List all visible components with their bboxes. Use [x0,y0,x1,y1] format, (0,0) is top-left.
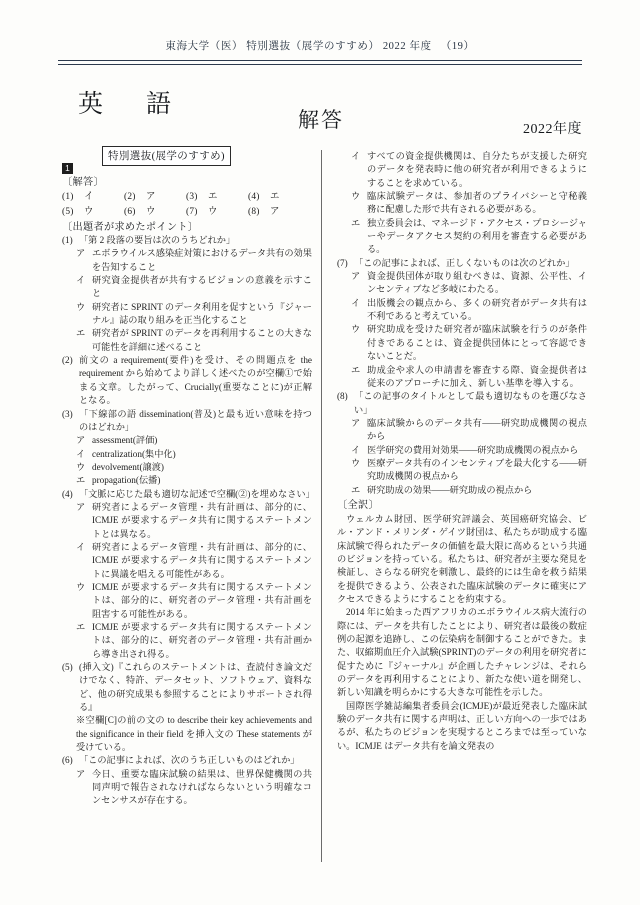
option-text: devolvement(譲渡) [92,461,164,472]
document-type-title: 解答 [298,108,344,132]
option-marker: エ [76,328,86,339]
answer-cell [248,205,310,220]
item-text: (挿入文)『これらのステートメントは、査読付き論文だけでなく、特許、データセット、ソフトウェア、資料など、他の研究成果も参照することによりサポートされ得る』 [79,662,312,713]
option-row [337,444,587,457]
academic-year: 2022年度 [523,122,582,137]
option-marker: イ [76,448,86,459]
option-marker: ウ [76,581,86,592]
item-marker: (8) [337,391,348,402]
answers-heading: 〔解答〕 [62,177,104,189]
explanation-item-7 [337,257,587,270]
option-marker: ウ [351,457,361,468]
option-row [62,461,312,474]
question-number-badge: 1 [62,163,73,174]
item-prompt: 「文脈に応じた最も適切な記述で空欄(②)を埋めなさい」 [79,488,315,499]
item-marker: (2) [62,355,73,366]
option-marker: エ [351,217,361,228]
item-marker: (7) [337,257,348,268]
option-marker: ウ [76,461,86,472]
option-text: 助成金や求人の申請書を審査する際、資金提供者は従来のアプローチに加え、新しい基準を導入する。 [367,364,587,388]
option-marker: イ [76,275,86,286]
item-prompt: 「この記事によれば、次のうち正しいものはどれか」 [79,755,300,766]
option-row [337,417,587,444]
option-marker: イ [351,297,361,308]
option-marker: ア [351,417,361,428]
answer-cell [124,190,186,205]
option-row [62,301,312,328]
item-marker: (5) [62,662,73,673]
option-text: assessment(評価) [92,435,158,446]
option-row [62,621,312,661]
exam-type-badge: 特別選抜(展学のすすめ) [102,146,231,166]
option-text: 研究者に SPRINT のデータ利用を促すという『ジャーナル』誌の取り組みを正当化すること [92,301,312,326]
item-marker: (3) [62,408,73,419]
answer-cell [62,190,124,205]
option-row [337,457,587,484]
option-marker: ウ [351,324,361,335]
answer-value: ア [146,191,156,202]
answer-value: エ [270,191,280,202]
answer-label: (4) [248,191,260,202]
right-column [337,150,587,753]
option-marker: ウ [351,191,361,202]
option-marker: イ [76,541,86,552]
translation-paragraph: 国際医学雑誌編集者委員会(ICMJE)が最近発表した臨床試験のデータ共有に関する声明は、正しい方向への一歩ではあるが、私たちのビジョンを実現するところまでは至っていない。ICMJE はデータ共有を論文発表の [337,700,587,751]
option-text: 医学研究の費用対効果——研究助成機関の視点から [367,444,579,455]
option-text: 研究者によるデータ管理・共有計画は、部分的に、ICMJE が要求するデータ共有に関するステートメントに異議を唱える可能性がある。 [92,541,312,579]
option-row [62,474,312,487]
item-prompt: 「この記事のタイトルとして最も適切なものを選びなさい」 [354,391,587,415]
option-row [62,247,312,274]
option-marker: エ [76,475,86,486]
option-row [62,274,312,301]
option-marker: イ [351,151,361,161]
answer-label: (3) [186,191,198,202]
item-marker: (1) [62,235,73,246]
option-text: 臨床試験からのデータ共有——研究助成機関の視点から [367,417,587,442]
explanation-item-1 [62,234,312,247]
option-row [62,581,312,621]
option-text: 資金提供団体が取り組むべきは、資源、公平性、インセンティブなど多岐にわたる。 [367,271,587,295]
left-column [62,162,315,808]
option-marker: ア [76,501,86,512]
option-text: 研究者によるデータ管理・共有計画は、部分的に、ICMJE が要求するデータ共有に関するステートメントとは異なる。 [92,501,312,539]
option-marker: エ [351,484,361,495]
explanation-item-8 [337,390,587,417]
answer-label: (2) [124,191,136,202]
answer-value: ウ [208,206,218,217]
answer-label: (5) [62,206,74,217]
answer-value: イ [84,191,94,202]
answer-value: ア [270,206,280,217]
answer-label: (6) [124,206,136,217]
answer-cell [186,190,248,205]
explanation-item-4 [62,488,315,501]
option-marker: イ [351,444,361,455]
option-marker: ウ [76,301,86,312]
option-text: 今日、重要な臨床試験の結果は、世界保健機関の共同声明で報告されなければならないという明確なコンセンサスが存在する。 [92,768,312,806]
answer-value: ウ [84,206,94,217]
option-row [62,448,312,461]
option-row [337,484,587,497]
option-text: 独立委員会は、マネージド・アクセス・プロシージャーやデータアクセス契約の利用を審査する必要がある。 [367,217,587,255]
answer-row-1 [62,190,312,205]
answer-label: (7) [186,206,198,217]
answer-label: (1) [62,191,74,202]
explanation-item-6 [62,754,312,767]
option-text: centralization(集中化) [92,448,176,459]
option-row [337,364,587,391]
answer-cell [186,205,248,220]
option-marker: ア [76,768,86,779]
item-marker: (4) [62,488,73,499]
option-row [337,190,587,217]
option-row [337,323,587,363]
option-text: 研究助成を受けた研究者が臨床試験を行うのが条件付きであることは、資金提供団体にとって容認できないことだ。 [367,324,587,362]
option-marker: ア [76,248,86,259]
answer-value: ウ [146,206,156,217]
column-divider [321,150,322,862]
option-text: ICMJE が要求するデータ共有に関するステートメントは、部分的に、研究者のデータ管理・共有計画を阻害する可能性がある。 [92,581,312,619]
option-marker: エ [351,364,361,375]
answer-value: エ [208,191,218,202]
running-head: 東海大学（医） 特別選抜（展学のすすめ） 2022 年度 （19） [165,41,475,52]
option-marker: ア [76,435,86,446]
answer-cell [124,205,186,220]
item-prompt: 「第 2 段落の要旨は次のうちどれか」 [79,235,236,246]
translation-paragraph: ウェルカム財団、医学研究評議会、英国癌研究協会、ビル・アンド・メリンダ・ゲイツ財団は、私たちが助成する臨床試験で得られたデータの価値を最大限に高めるという共通のビジョンを持っている。私たちは、研究者が主要な発見を検証し、さらなる研究を刺激し、最終的には生命を救う結果を提供できるよう、公表された臨床試験のデータに確実にアクセスできるようにすることを約束する。 [337,513,587,604]
option-text: ICMJE が要求するデータ共有に関するステートメントは、部分的に、研究者のデータ管理・共有計画から導き出され得る。 [92,622,312,659]
option-text: すべての資金提供機関は、自分たちが支援した研究のデータを発表時に他の研究者が利用できるようにすることを求めている。 [367,151,587,188]
answer-label: (8) [248,206,260,217]
option-text: 医療データ共有のインセンティブを最大化する——研究助成機関の視点から [367,457,587,482]
item-marker: (6) [62,755,73,766]
option-text: 研究者が SPRINT のデータを再利用することの大きな可能性を詳細に述べること [92,328,312,352]
explanation-item-2 [62,354,312,407]
option-row [337,270,587,297]
option-marker: エ [76,622,86,632]
answer-cell [248,190,310,205]
option-row [62,768,312,808]
header-rule [58,60,582,65]
explanation-item-5 [62,661,312,714]
explanation-item-3 [62,408,312,435]
translation-paragraph: 2014 年に始まった西アフリカのエボラウイルス病大流行の際には、データを共有したことにより、研究者は最後の数症例の起源を追跡し、この伝染病を制御することができた。また、収縮期血圧介入試験(SPRINT)のデータの利用を研究者に促すために『ジャーナル』が企画したチャレンジは、それらのデータを再利用することにより、新たな使い道を開発し、新しい知識を明らかにする大きな可能性を示した。 [337,607,587,698]
item-prompt: 「この記事によれば、正しくないものは次のどれか」 [354,257,575,268]
answer-cell [62,205,124,220]
option-row [337,297,587,324]
option-text: 研究資金提供者が共有するビジョンの意義を示すこと [92,275,312,299]
option-row [62,541,312,581]
option-text: propagation(伝播) [92,475,161,486]
option-marker: ア [351,271,361,282]
option-row [337,217,587,257]
option-row [62,327,312,354]
option-text: 出版機会の観点から、多くの研究者がデータ共有は不利であると考えている。 [367,297,587,322]
translation-heading: 〔全訳〕 [337,499,379,511]
answer-row-2 [62,205,312,220]
item-text: 前文の a requirement(要件)を受け、その問題点を the requirement から始めてより詳しく述べたのが空欄①で始まる文章。したがって、Crucially(重要なことに)が正解となる。 [79,355,312,406]
option-text: エボラウイルス感染症対策におけるデータ共有の効果を告知すること [92,248,312,272]
item-note: ※空欄[C]の前の文の to describe their key achievements and the significance in their field を挿入文の These statements が受けている。 [76,715,312,753]
option-text: 研究助成の効果——研究助成の視点から [367,484,533,495]
subject-title: 英 語 [78,91,181,118]
option-row [62,501,312,541]
item-prompt: 「下線部の語 dissemination(普及)と最も近い意味を持つのはどれか」 [79,408,312,432]
points-heading: 〔出題者が求めたポイント〕 [62,221,199,233]
option-text: 臨床試験データは、参加者のプライバシーと守秘義務に配慮した形で共有される必要がある。 [367,191,587,215]
option-row [337,150,587,190]
option-row [62,434,312,447]
